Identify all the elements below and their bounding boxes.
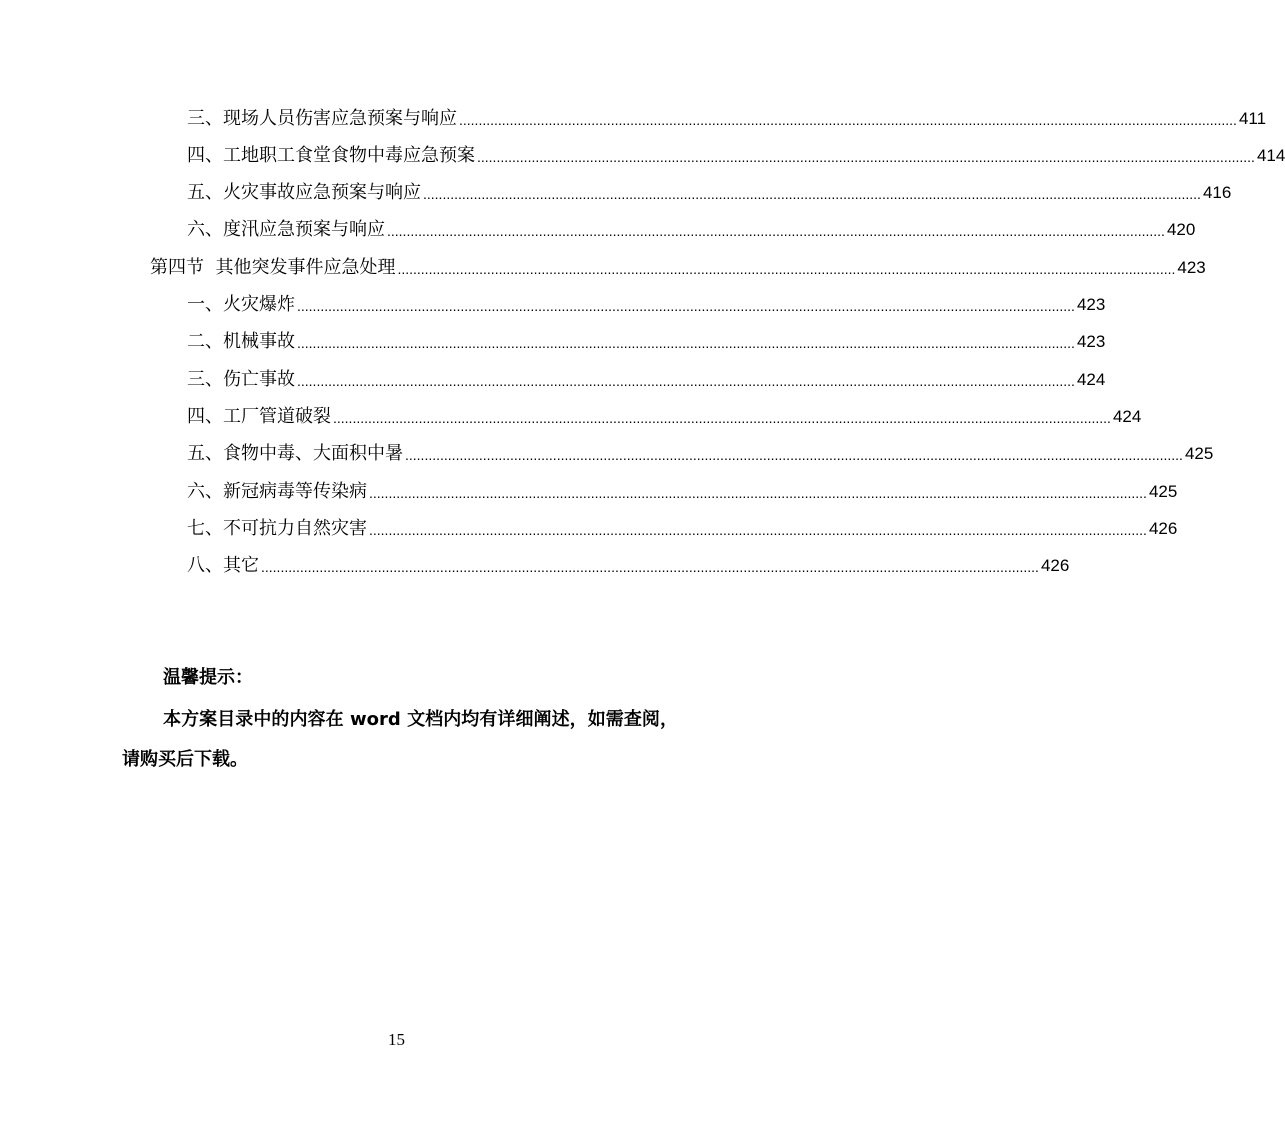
toc-entry-page: 425 — [1184, 444, 1214, 463]
toc-entry-page: 416 — [1202, 183, 1232, 202]
toc-entry[interactable] — [187, 211, 1196, 248]
toc-entry[interactable] — [187, 100, 1267, 137]
toc-dot-leader: ........................................................................................................................................................................................................ — [397, 261, 1176, 277]
toc-dot-leader: ........................................................................................................................................................................................................ — [297, 335, 1075, 351]
toc-entry-title: 一、火灾爆炸 — [187, 294, 295, 315]
toc-entry-title: 八、其它 — [187, 555, 259, 576]
toc-entry-title: 四、工厂管道破裂 — [187, 406, 331, 427]
toc-dot-leader: ........................................................................................................................................................................................................ — [405, 447, 1183, 463]
toc-dot-leader: ........................................................................................................................................................................................................ — [297, 373, 1075, 389]
toc-section-entry[interactable] — [150, 249, 1206, 286]
toc-entry-page: 425 — [1148, 482, 1178, 501]
toc-entry-title: 五、火灾事故应急预案与响应 — [187, 182, 421, 203]
toc-entry-page: 423 — [1177, 258, 1206, 277]
toc-entry[interactable] — [187, 398, 1142, 435]
toc-section-title: 第四节 其他突发事件应急处理 — [150, 257, 396, 278]
toc-entry-page: 424 — [1076, 370, 1106, 389]
toc-entry-page: 423 — [1076, 332, 1106, 351]
toc-entry-title: 五、食物中毒、大面积中暑 — [187, 443, 403, 464]
toc-entry-title: 三、伤亡事故 — [187, 369, 295, 390]
toc-entry-page: 424 — [1112, 407, 1142, 426]
toc-dot-leader: ........................................................................................................................................................................................................ — [369, 522, 1147, 538]
toc-entry[interactable] — [187, 435, 1214, 472]
toc-dot-leader: ........................................................................................................................................................................................................ — [261, 559, 1039, 575]
toc-entry-title: 七、不可抗力自然灾害 — [187, 518, 367, 539]
toc-dot-leader: ........................................................................................................................................................................................................ — [369, 485, 1147, 501]
toc-entry[interactable] — [187, 547, 1070, 584]
toc-dot-leader: ........................................................................................................................................................................................................ — [423, 186, 1201, 202]
tip-heading: 温馨提示： — [163, 667, 253, 688]
toc-entry-page: 426 — [1148, 519, 1178, 538]
tip-text: 本方案目录中的内容在 word 文档内均有详细阐述，如需查阅，请购买后下载。 — [122, 709, 678, 770]
toc-entry-page: 420 — [1166, 220, 1196, 239]
toc-entry-title: 四、工地职工食堂食物中毒应急预案 — [187, 145, 475, 166]
toc-entry-page: 423 — [1076, 295, 1106, 314]
toc-entry[interactable] — [187, 473, 1178, 510]
toc-entry[interactable] — [187, 510, 1178, 547]
toc-dot-leader: ........................................................................................................................................................................................................ — [459, 112, 1237, 128]
toc-dot-leader: ........................................................................................................................................................................................................ — [477, 149, 1255, 165]
toc-entry-title: 六、度汛应急预案与响应 — [187, 219, 385, 240]
page-number: 15 — [388, 1030, 405, 1049]
toc-dot-leader: ........................................................................................................................................................................................................ — [297, 298, 1075, 314]
toc-entry-page: 411 — [1238, 109, 1267, 128]
toc-dot-leader: ........................................................................................................................................................................................................ — [387, 223, 1165, 239]
toc-entry-title: 二、机械事故 — [187, 331, 295, 352]
toc-entry-page: 426 — [1040, 556, 1070, 575]
toc-entry[interactable] — [187, 174, 1232, 211]
toc-entry[interactable] — [187, 323, 1106, 360]
toc-entry-page: 414 — [1256, 146, 1285, 165]
toc-dot-leader: ........................................................................................................................................................................................................ — [333, 410, 1111, 426]
toc-entry-title: 六、新冠病毒等传染病 — [187, 481, 367, 502]
toc-entry[interactable] — [187, 137, 1285, 174]
toc-entry-title: 三、现场人员伤害应急预案与响应 — [187, 108, 457, 129]
toc-entry[interactable] — [187, 286, 1106, 323]
toc-entry[interactable] — [187, 361, 1106, 398]
